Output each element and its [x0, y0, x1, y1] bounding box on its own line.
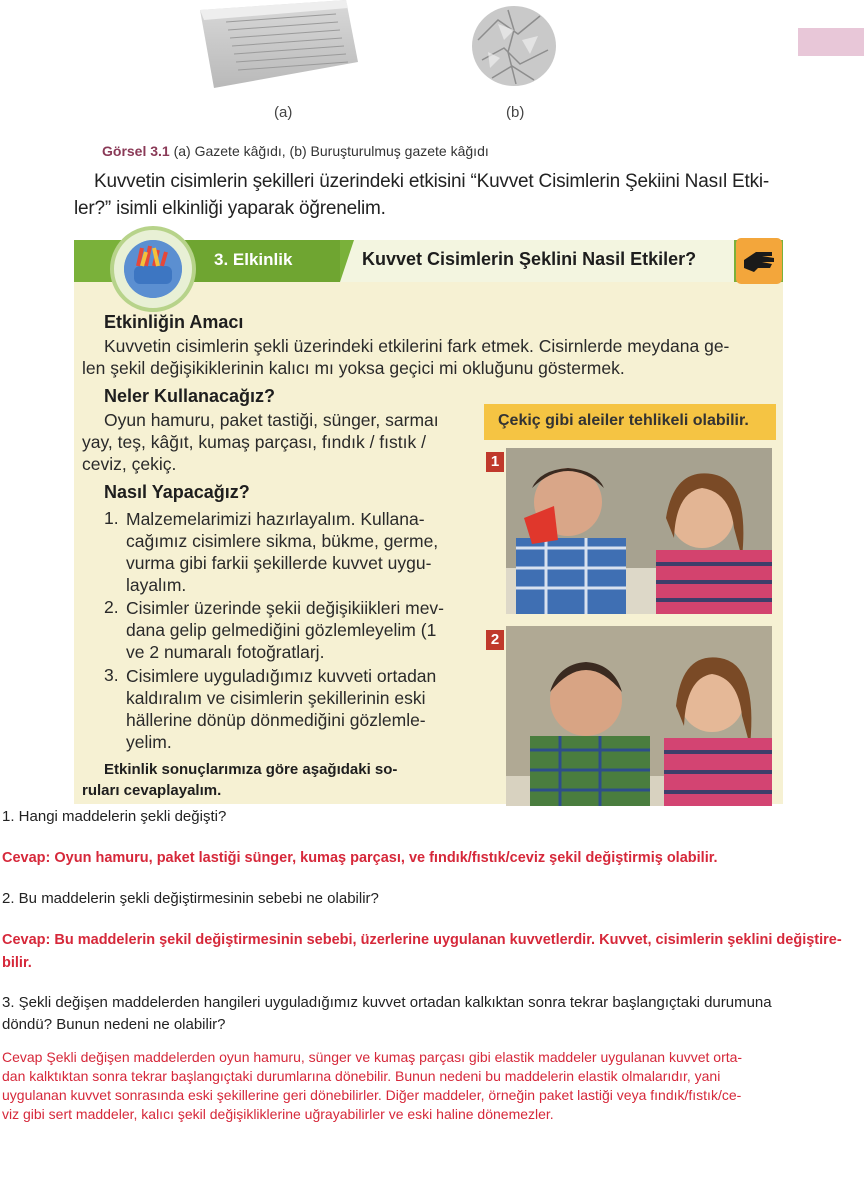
materials-title: Neler Kullanacağız? [104, 386, 276, 406]
question-3-line-1: 3. Şekli değişen maddelerden hangileri uyguladığımız kuvvet ortadan kalkıktan sonra tekrar başlangıçtaki durumuna [2, 994, 772, 1011]
intro-line-1: Kuvvetin cisimlerin şekilleri üzerindeki etkisini “Kuvvet Cisimlerin Şekiini Nasıl Etki- [94, 171, 770, 192]
step-2-number: 2. [104, 597, 119, 617]
step-1-line-4: layalım. [126, 575, 187, 595]
purpose-title: Etkinliğin Amacı [104, 312, 244, 332]
purpose-line-1: Kuvvetin cisimlerin şekli üzerindeki etkilerini fark etmek. Cisirnlerde meydana ge- [104, 336, 730, 356]
materials-line-2: yay, teş, kâğıt, kumaş parçası, fındık / fıstık / [82, 432, 426, 452]
question-3-line-2: döndü? Bunun nedeni ne olabilir? [2, 1016, 226, 1033]
hand-icon-box [736, 238, 782, 284]
pointing-hand-icon [736, 238, 782, 284]
page-tab-marker [798, 28, 864, 56]
image-label-a: (a) [274, 104, 293, 121]
step-2-line-2: dana gelip gelmediğini gözlemleyelim (1 [126, 620, 437, 640]
figure-number: Görsel 3.1 [102, 143, 170, 159]
purpose-line-2: len şekil değişikiklerinin kalıcı mı yoksa geçici mi okluğunu göstermek. [82, 358, 625, 378]
howto-title: Nasıl Yapacağız? [104, 482, 250, 502]
answer-3-line-1: Cevap Şekli değişen maddelerden oyun hamuru, sünger ve kumaş parçası gibi elastik maddeler uygulanan kuvvet orta- [2, 1049, 743, 1065]
conclusion-line-1: Etkinlik sonuçlarımıza göre aşağıdaki so- [104, 761, 398, 778]
newspaper-image [196, 0, 360, 92]
crumpled-paper-image [468, 0, 560, 96]
step-1-line-3: vurma gibi farkii şekillerde kuvvet uygu- [126, 553, 432, 573]
step-1-line-2: cağımız cisimlere sikma, bükme, germe, [126, 531, 439, 551]
warning-text: Çekiç gibi aleiler tehlikeli olabilir. [498, 412, 749, 429]
activity-photo-2 [506, 626, 772, 806]
step-3-line-2: kaldıralım ve cisimlerin şekillerinin eski [126, 688, 426, 708]
step-3-line-1: Cisimlere uyguladığımız kuvveti ortadan [126, 666, 437, 686]
activity-number: 3. Elkinlik [214, 250, 293, 269]
answer-2-line-2: bilir. [2, 955, 32, 971]
activity-title: Kuvvet Cisimlerin Şeklini Nasil Etkiler? [362, 249, 697, 269]
step-3-line-4: yelim. [126, 732, 172, 752]
photo-1-number: 1 [486, 452, 504, 472]
step-1-number: 1. [104, 508, 119, 528]
step-2-line-1: Cisimler üzerinde şekii değişikiikleri mev- [126, 598, 444, 618]
answer-2-line-1: Cevap: Bu maddelerin şekil değiştirmesinin sebebi, üzerlerine uygulanan kuvvetlerdir. Kuvvet, cisimlerin şeklini değiştire- [2, 932, 842, 948]
answer-3-line-4: viz gibi sert maddeler, kalıcı şekil değişikliklerine uğrayabilirler ve eski haline dönemezler. [2, 1106, 554, 1122]
question-2: 2. Bu maddelerin şekli değiştirmesinin sebebi ne olabilir? [2, 890, 379, 907]
step-3-line-3: hällerine dönüp dönmediğini gözlemle- [126, 710, 426, 730]
image-label-b: (b) [506, 104, 525, 121]
answer-3-line-3: uygulanan kuvvet sonrasında eski şekillerine geri dönebilirler. Diğer maddeler, örneğin paket lastiği veya fındık/fıstık/ce- [2, 1087, 742, 1103]
conclusion-line-2: ruları cevaplayalım. [82, 782, 222, 799]
materials-icon [124, 240, 182, 298]
figure-caption [102, 143, 489, 159]
step-2-line-3: ve 2 numaralı fotoğratlarj. [126, 642, 325, 662]
figure-caption-text: (a) Gazete kâğıdı, (b) Buruşturulmuş gazete kâğıdı [173, 143, 489, 159]
answer-3-line-2: dan kalktıktan sonra tekrar başlangıçtaki durumlarına dönebilir. Bunun nedeni bu maddelerin elastik olmalarıdır, yani [2, 1068, 721, 1084]
materials-line-1: Oyun hamuru, paket tastiği, sünger, sarmaı [104, 410, 439, 430]
materials-line-3: ceviz, çekiç. [82, 454, 177, 474]
activity-photo-1 [506, 448, 772, 614]
step-3-number: 3. [104, 665, 119, 685]
intro-line-2: ler?” isimli elkinliği yaparak öğrenelim. [74, 198, 386, 219]
step-1-line-1: Malzemelarimizi hazırlayalım. Kullana- [126, 509, 425, 529]
photo-2-number: 2 [486, 630, 504, 650]
question-1: 1. Hangi maddelerin şekli değişti? [2, 808, 227, 825]
answer-1: Cevap: Oyun hamuru, paket lastiği sünger, kumaş parçası, ve fındık/fıstık/ceviz şekil değiştirmiş olabilir. [2, 850, 718, 866]
